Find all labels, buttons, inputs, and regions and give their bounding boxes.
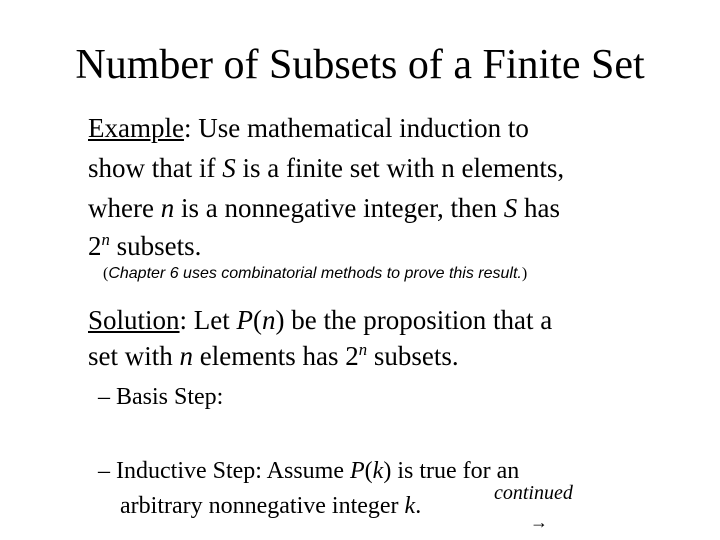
predicate-P: P [236,305,254,335]
power-exponent: n [101,229,110,249]
paren-close: ) [275,305,285,335]
note-open-paren: ( [103,265,109,282]
inductive-step-line-2 [120,488,421,524]
variable-k-2: k [404,493,416,519]
inductive-step-line-1 [98,453,519,489]
inductive-text-1b: is true for an [391,458,520,484]
continued-label: continued [494,482,573,504]
solution-text-2b: elements has [193,341,346,371]
solution-text-1b: be the proposition that a [284,305,553,335]
basis-step-bullet: – Basis Step: [98,384,224,410]
chapter-note [103,264,527,284]
example-line-4 [88,226,201,266]
paren-open: ( [253,305,263,335]
inductive-text-2a: arbitrary nonnegative integer [120,493,405,519]
solution-colon: : [179,305,188,335]
power-base-2: 2 [345,341,359,371]
solution-label: Solution [88,305,180,335]
solution-text-1a: Let [187,305,237,335]
example-text-4: subsets. [109,231,202,261]
variable-n-2: n [262,305,276,335]
solution-text-2a: set with [88,341,180,371]
inductive-text-2b: . [415,493,422,519]
inductive-text-1a: – Inductive Step: Assume [98,458,350,484]
example-text-3a: where [88,193,161,223]
example-line-2 [88,148,564,188]
power-base: 2 [88,231,102,261]
slide-title: Number of Subsets of a Finite Set [75,42,645,88]
solution-line-1 [88,300,552,340]
solution-text-2c: subsets. [367,341,459,371]
example-line-1 [88,108,529,148]
paren-open-2: ( [364,458,373,484]
example-line-3 [88,188,560,228]
example-text-2a: show that if [88,153,223,183]
example-text-2b: is a finite set with n elements, [235,153,565,183]
note-text: Chapter 6 uses combinatorial methods to prove this result. [108,265,522,282]
example-label: Example [88,113,184,143]
predicate-P-2: P [349,458,365,484]
variable-S: S [222,153,236,183]
paren-close-2: ) [383,458,392,484]
example-colon: : [183,113,192,143]
example-text-3b: is a nonnegative integer, then [174,193,504,223]
solution-line-2 [88,336,459,376]
continued-arrow-icon[interactable]: → [530,512,548,532]
example-text-3c: has [517,193,561,223]
power-exponent-2: n [358,339,368,359]
example-text-1: Use mathematical induction to [191,113,529,143]
note-close-paren: ) [521,265,528,282]
variable-n-3: n [179,341,193,371]
variable-k: k [372,458,384,484]
variable-S-2: S [503,193,518,223]
variable-n: n [160,193,175,223]
